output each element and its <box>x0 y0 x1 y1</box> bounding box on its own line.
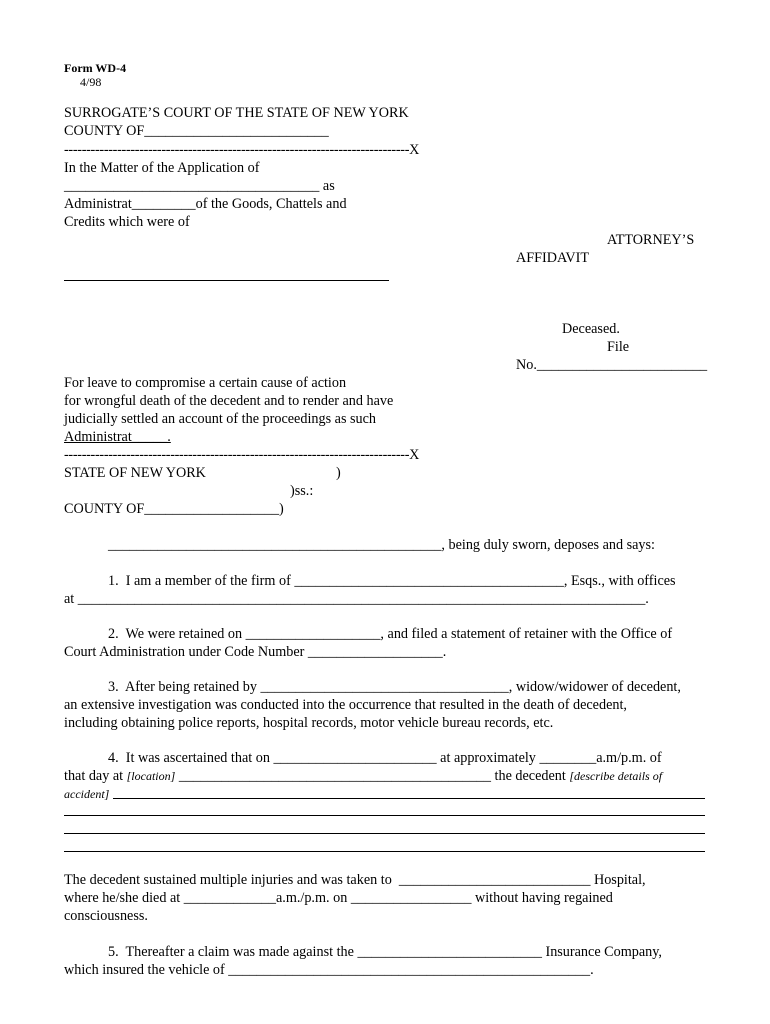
paragraph-6-line-1: 5. Thereafter a claim was made against the __________________________ Insurance Company, <box>108 944 662 960</box>
paragraph-5-line-1: The decedent sustained multiple injuries and was taken to ___________________________ Hospital, <box>64 872 646 888</box>
accident-line-3 <box>64 833 705 834</box>
title-line-1: ATTORNEY’S <box>607 232 695 248</box>
accident-hint: accident] <box>64 787 110 801</box>
paragraph-2-line-2: Court Administration under Code Number ___________________. <box>64 644 447 660</box>
matter-line-3: Administrat_________of the Goods, Chattels and <box>64 196 347 212</box>
paragraph-4-line-2 <box>64 767 662 785</box>
paragraph-6-line-2: which insured the vehicle of ___________________________________________________. <box>64 962 594 978</box>
form-id: Form WD-4 <box>64 61 127 75</box>
file-number-line: No.________________________ <box>516 357 708 373</box>
describe-hint: [describe details of <box>569 769 663 783</box>
matter-line-1: In the Matter of the Application of <box>64 160 260 176</box>
decedent-label: ____________________________________________ the decedent <box>175 768 566 784</box>
paragraph-4-line-1: 4. It was ascertained that on _______________________ at approximately ________a.m/p.m. of <box>108 750 662 766</box>
venue-paren: ) <box>336 465 341 481</box>
paragraph-5-line-3: consciousness. <box>64 908 148 924</box>
accident-line-2 <box>64 815 705 816</box>
paragraph-5-line-2: where he/she died at _____________a.m./p.m. on _________________ without having regained <box>64 890 613 906</box>
county-line: COUNTY OF__________________________ <box>64 123 329 139</box>
form-date: 4/98 <box>80 75 102 89</box>
accident-line-1 <box>113 798 705 799</box>
venue-state: STATE OF NEW YORK <box>64 465 206 481</box>
location-hint: [location] <box>126 769 176 783</box>
paragraph-3-line-3: including obtaining police reports, hospital records, motor vehicle bureau records, etc. <box>64 715 554 731</box>
deceased-label: Deceased. <box>562 321 620 337</box>
prayer-line-1: For leave to compromise a certain cause of action <box>64 375 347 391</box>
accident-line-4 <box>64 851 705 852</box>
paragraph-1-line-2: at ________________________________________________________________________________. <box>64 591 649 607</box>
file-label: File <box>607 339 630 355</box>
paragraph-2-line-1: 2. We were retained on ___________________, and filed a statement of retainer with the Office of <box>108 626 673 642</box>
court-name: SURROGATE’S COURT OF THE STATE OF NEW YORK <box>64 105 409 121</box>
caption-divider-top: ------------------------------------------------------------------------------X <box>64 142 420 158</box>
that-day-label: that day at <box>64 768 124 784</box>
matter-line-2: ____________________________________ as <box>64 178 335 194</box>
paragraph-3-line-2: an extensive investigation was conducted into the occurrence that resulted in the death of decedent, <box>64 697 627 713</box>
title-line-2: AFFIDAVIT <box>516 250 590 266</box>
prayer-line-3: judicially settled an account of the proceedings as such <box>64 411 377 427</box>
prayer-line-4: Administrat_____. <box>64 429 171 445</box>
decedent-name-line <box>64 280 389 281</box>
venue-county: COUNTY OF___________________) <box>64 501 284 517</box>
paragraph-3-line-1: 3. After being retained by ___________________________________, widow/widower of decedent, <box>108 679 681 695</box>
caption-divider-bottom: ------------------------------------------------------------------------------X <box>64 447 420 463</box>
matter-line-4: Credits which were of <box>64 214 190 230</box>
prayer-line-2: for wrongful death of the decedent and to render and have <box>64 393 394 409</box>
paragraph-1-line-1: 1. I am a member of the firm of ______________________________________, Esqs., with offices <box>108 573 676 589</box>
sworn-line: _______________________________________________, being duly sworn, deposes and says: <box>108 537 655 553</box>
venue-ss: )ss.: <box>290 483 314 499</box>
